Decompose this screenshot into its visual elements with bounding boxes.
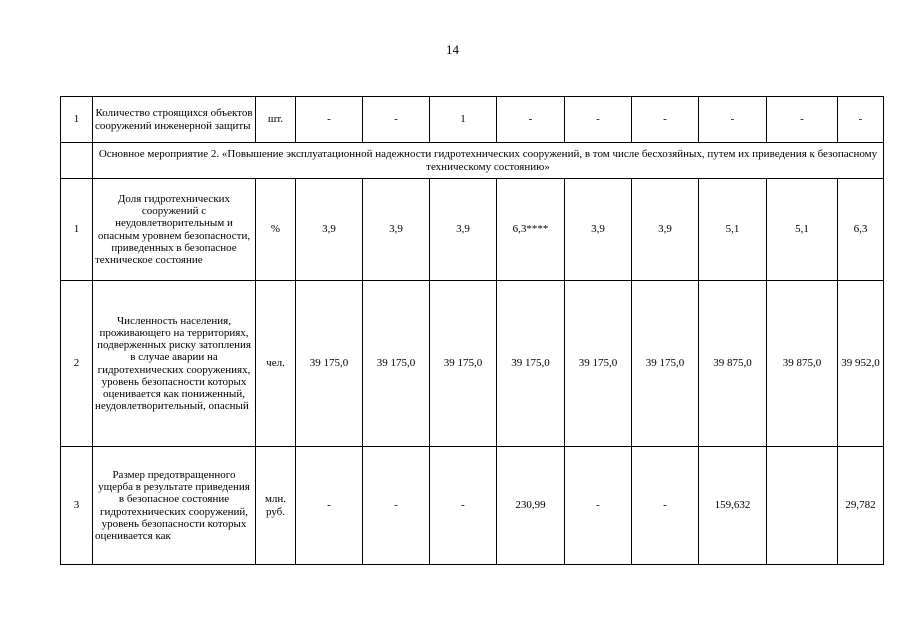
row-number: 1	[61, 97, 93, 143]
value-cell: -	[363, 97, 430, 143]
value-cell: 39 952,0	[838, 281, 884, 447]
value-cell: -	[565, 97, 632, 143]
value-cell: 39 875,0	[699, 281, 767, 447]
row-number: 3	[61, 447, 93, 565]
value-cell: -	[838, 97, 884, 143]
value-cell: 39 875,0	[767, 281, 838, 447]
value-cell: -	[699, 97, 767, 143]
value-cell: 230,99	[497, 447, 565, 565]
value-cell: 39 175,0	[296, 281, 363, 447]
indicators-table	[60, 96, 884, 565]
value-cell: -	[632, 97, 699, 143]
table-row	[61, 281, 884, 447]
value-cell: -	[430, 447, 497, 565]
row-number: 2	[61, 281, 93, 447]
value-cell: -	[632, 447, 699, 565]
value-cell: 6,3	[838, 179, 884, 281]
section-row	[61, 143, 884, 179]
row-number: 1	[61, 179, 93, 281]
page-number: 14	[446, 42, 459, 57]
value-cell	[767, 447, 838, 565]
value-cell: 39 175,0	[632, 281, 699, 447]
value-cell: 1	[430, 97, 497, 143]
value-cell: -	[296, 97, 363, 143]
indicator-name: Численность населения, проживающего на территориях, подверженных риску затопления в случае аварии на гидротехнических сооружениях, уровень безопасности которых оценивается как пониженный, неудовлетворительный, опасный	[93, 281, 256, 447]
value-cell: 3,9	[363, 179, 430, 281]
value-cell: 39 175,0	[565, 281, 632, 447]
value-cell: 3,9	[296, 179, 363, 281]
value-cell: -	[497, 97, 565, 143]
unit-cell: %	[256, 179, 296, 281]
empty-cell	[61, 143, 93, 179]
section-heading: Основное мероприятие 2. «Повышение эксплуатационной надежности гидротехнических сооружений, в том числе бесхозяйных, путем их приведения к безопасному техническому состоянию»	[93, 143, 884, 179]
value-cell: 3,9	[430, 179, 497, 281]
value-cell: 5,1	[767, 179, 838, 281]
value-cell: -	[363, 447, 430, 565]
value-cell: 3,9	[632, 179, 699, 281]
value-cell: 6,3****	[497, 179, 565, 281]
table-row	[61, 97, 884, 143]
value-cell: -	[767, 97, 838, 143]
indicator-name: Доля гидротехнических сооружений с неудовлетворительным и опасным уровнем безопасности, приведенных в безопасное техническое состояние	[93, 179, 256, 281]
table-row	[61, 447, 884, 565]
unit-cell: млн. руб.	[256, 447, 296, 565]
value-cell: -	[565, 447, 632, 565]
value-cell: 39 175,0	[497, 281, 565, 447]
value-cell: 5,1	[699, 179, 767, 281]
value-cell: 3,9	[565, 179, 632, 281]
unit-cell: шт.	[256, 97, 296, 143]
unit-cell: чел.	[256, 281, 296, 447]
value-cell: 29,782	[838, 447, 884, 565]
value-cell: 159,632	[699, 447, 767, 565]
indicator-name: Количество строящихся объектов сооружений инженерной защиты	[93, 97, 256, 143]
value-cell: -	[296, 447, 363, 565]
table-row	[61, 179, 884, 281]
indicator-name: Размер предотвращенного ущерба в результате приведения в безопасное состояние гидротехнических сооружений, уровень безопасности которых оценивается как	[93, 447, 256, 565]
value-cell: 39 175,0	[363, 281, 430, 447]
value-cell: 39 175,0	[430, 281, 497, 447]
